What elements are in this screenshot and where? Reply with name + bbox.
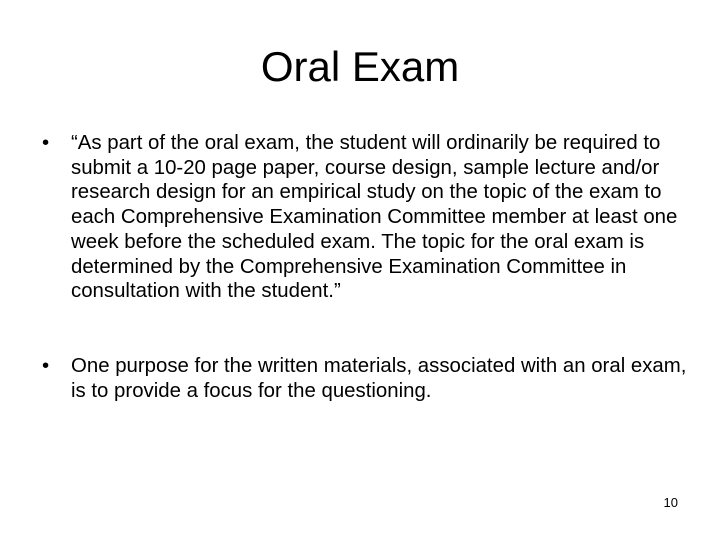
bullet-item-purpose <box>42 354 692 403</box>
bullet-icon: • <box>42 354 50 377</box>
bullet-text: One purpose for the written materials, associated with an oral exam, is to provide a focus for the questioning. <box>71 354 687 402</box>
bullet-text: “As part of the oral exam, the student will ordinarily be required to submit a 10-20 page paper, course design, sample lecture and/or research design for an empirical study on the topic of the exam to each Comprehensive Examination Committee member at least one week before the scheduled exam. The topic for the oral exam is determined by the Comprehensive Examination Committee in consultation with the student.” <box>71 132 678 303</box>
bullet-item-requirement <box>42 131 692 304</box>
slide-title: Oral Exam <box>260 43 460 90</box>
bullet-icon: • <box>42 132 50 154</box>
bullet-list <box>42 131 692 403</box>
page-number: 10 <box>663 495 678 510</box>
